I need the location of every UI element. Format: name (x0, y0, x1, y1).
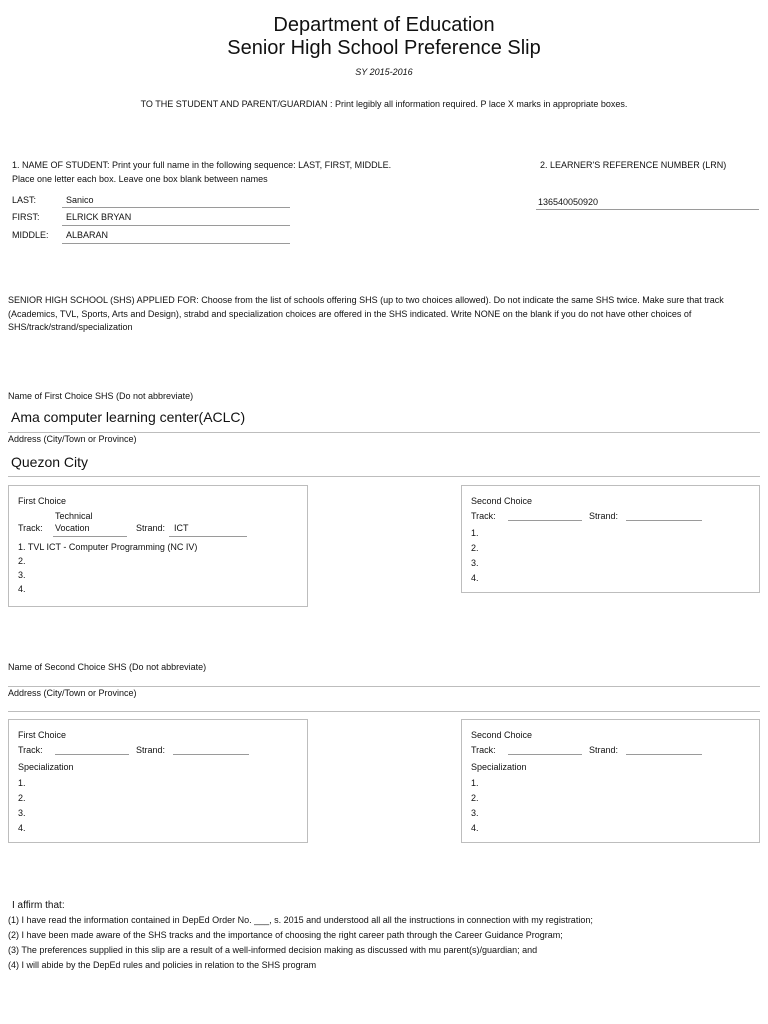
shs-instruction-line-1: SENIOR HIGH SCHOOL (SHS) APPLIED FOR: Choose from the list of schools offering SHS (up to two choices allowed). Do not indicate the same SHS twice. Make sure that track (8, 295, 724, 305)
track-label: Track: (18, 523, 43, 533)
department-title: Department of Education (273, 14, 495, 36)
shs-instruction-line-3: SHS/track/strand/specialization (8, 322, 133, 332)
track-underline[interactable] (508, 520, 582, 521)
choice-item[interactable]: 2. (471, 543, 479, 553)
choice-item[interactable]: 3. (471, 808, 479, 818)
choice-item[interactable]: 4. (471, 573, 479, 583)
name-instruction-2: Place one letter each box. Leave one box blank between names (12, 174, 268, 184)
second-shs-name-line[interactable] (8, 686, 760, 687)
strand-label: Strand: (136, 523, 166, 533)
strand-underline[interactable] (626, 520, 702, 521)
first-shs-first-choice-box (8, 485, 308, 607)
first-shs-name-line (8, 432, 760, 433)
last-name-value[interactable]: Sanico (66, 195, 94, 205)
affirm-item: (3) The preferences supplied in this slip are a result of a well-informed decision making as discussed with mu parent(s)/guardian; and (8, 945, 538, 955)
first-choice-heading: First Choice (18, 730, 67, 740)
shs-instruction-line-2: (Academics, TVL, Sports, Arts and Design), strabd and specialization choices are offered in the SHS indicated. Write NONE on the blank if you do not have other choices of (8, 309, 692, 319)
track-label: Track: (471, 511, 496, 521)
lrn-underline (536, 209, 759, 210)
choice-item[interactable]: 3. (471, 558, 479, 568)
name-instruction-1: 1. NAME OF STUDENT: Print your full name in the following sequence: LAST, FIRST, MIDDLE. (12, 160, 392, 170)
slip-title: Senior High School Preference Slip (227, 37, 541, 59)
strand-value[interactable]: ICT (174, 523, 189, 533)
strand-underline[interactable] (626, 754, 702, 755)
track-value-line-2[interactable]: Vocation (55, 523, 90, 533)
middle-name-underline (62, 243, 290, 244)
first-shs-address-label: Address (City/Town or Province) (8, 434, 137, 444)
choice-item[interactable]: 4. (471, 823, 479, 833)
middle-name-label: MIDDLE: (12, 230, 49, 240)
first-name-label: FIRST: (12, 212, 40, 222)
first-shs-second-choice-box (461, 485, 760, 593)
track-label: Track: (471, 745, 496, 755)
affirm-heading: I affirm that: (12, 900, 65, 911)
last-name-underline (62, 207, 290, 208)
first-shs-address-value[interactable]: Quezon City (11, 454, 89, 470)
choice-item[interactable]: 4. (18, 823, 26, 833)
strand-label: Strand: (589, 511, 619, 521)
strand-label: Strand: (136, 745, 166, 755)
track-underline (53, 536, 127, 537)
choice-item[interactable]: 2. (18, 793, 26, 803)
first-shs-name-value[interactable]: Ama computer learning center(ACLC) (11, 409, 246, 425)
strand-underline (169, 536, 247, 537)
middle-name-value[interactable]: ALBARAN (66, 230, 109, 240)
school-year: SY 2015-2016 (355, 67, 413, 77)
affirm-item: (2) I have been made aware of the SHS tracks and the importance of choosing the right career path through the Career Guidance Program; (8, 930, 563, 940)
specialization-label: Specialization (471, 762, 527, 772)
affirm-item: (1) I have read the information contained in DepEd Order No. ___, s. 2015 and understood all all the instructions in connection with my registration; (8, 915, 593, 925)
first-name-value[interactable]: ELRICK BRYAN (66, 212, 132, 222)
first-shs-address-line (8, 476, 760, 477)
strand-underline[interactable] (173, 754, 249, 755)
general-instruction: TO THE STUDENT AND PARENT/GUARDIAN : Print legibly all information required. P lace X marks in appropriate boxes. (140, 99, 628, 109)
second-choice-heading: Second Choice (471, 730, 533, 740)
second-shs-second-choice-box (461, 719, 760, 843)
second-shs-address-label: Address (City/Town or Province) (8, 688, 137, 698)
second-choice-heading: Second Choice (471, 496, 533, 506)
choice-item[interactable]: 4. (18, 584, 26, 594)
track-underline[interactable] (55, 754, 129, 755)
lrn-value[interactable]: 136540050920 (538, 197, 599, 207)
choice-item[interactable]: 1. (471, 528, 479, 538)
specialization-label: Specialization (18, 762, 74, 772)
choice-item[interactable]: 1. TVL ICT - Computer Programming (NC IV) (18, 542, 198, 552)
second-shs-address-line[interactable] (8, 711, 760, 712)
second-shs-name-label: Name of Second Choice SHS (Do not abbreviate) (8, 662, 207, 672)
choice-item[interactable]: 2. (18, 556, 26, 566)
choice-item[interactable]: 1. (471, 778, 479, 788)
first-name-underline (62, 225, 290, 226)
choice-item[interactable]: 3. (18, 808, 26, 818)
first-choice-heading: First Choice (18, 496, 67, 506)
choice-item[interactable]: 3. (18, 570, 26, 580)
strand-label: Strand: (589, 745, 619, 755)
last-name-label: LAST: (12, 195, 37, 205)
second-shs-first-choice-box (8, 719, 308, 843)
lrn-label: 2. LEARNER'S REFERENCE NUMBER (LRN) (540, 160, 727, 170)
choice-item[interactable]: 1. (18, 778, 26, 788)
track-value-line-1[interactable]: Technical (55, 511, 93, 521)
track-label: Track: (18, 745, 43, 755)
choice-item[interactable]: 2. (471, 793, 479, 803)
affirm-item: (4) I will abide by the DepEd rules and policies in relation to the SHS program (8, 960, 317, 970)
track-underline[interactable] (508, 754, 582, 755)
first-shs-name-label: Name of First Choice SHS (Do not abbreviate) (8, 391, 194, 401)
